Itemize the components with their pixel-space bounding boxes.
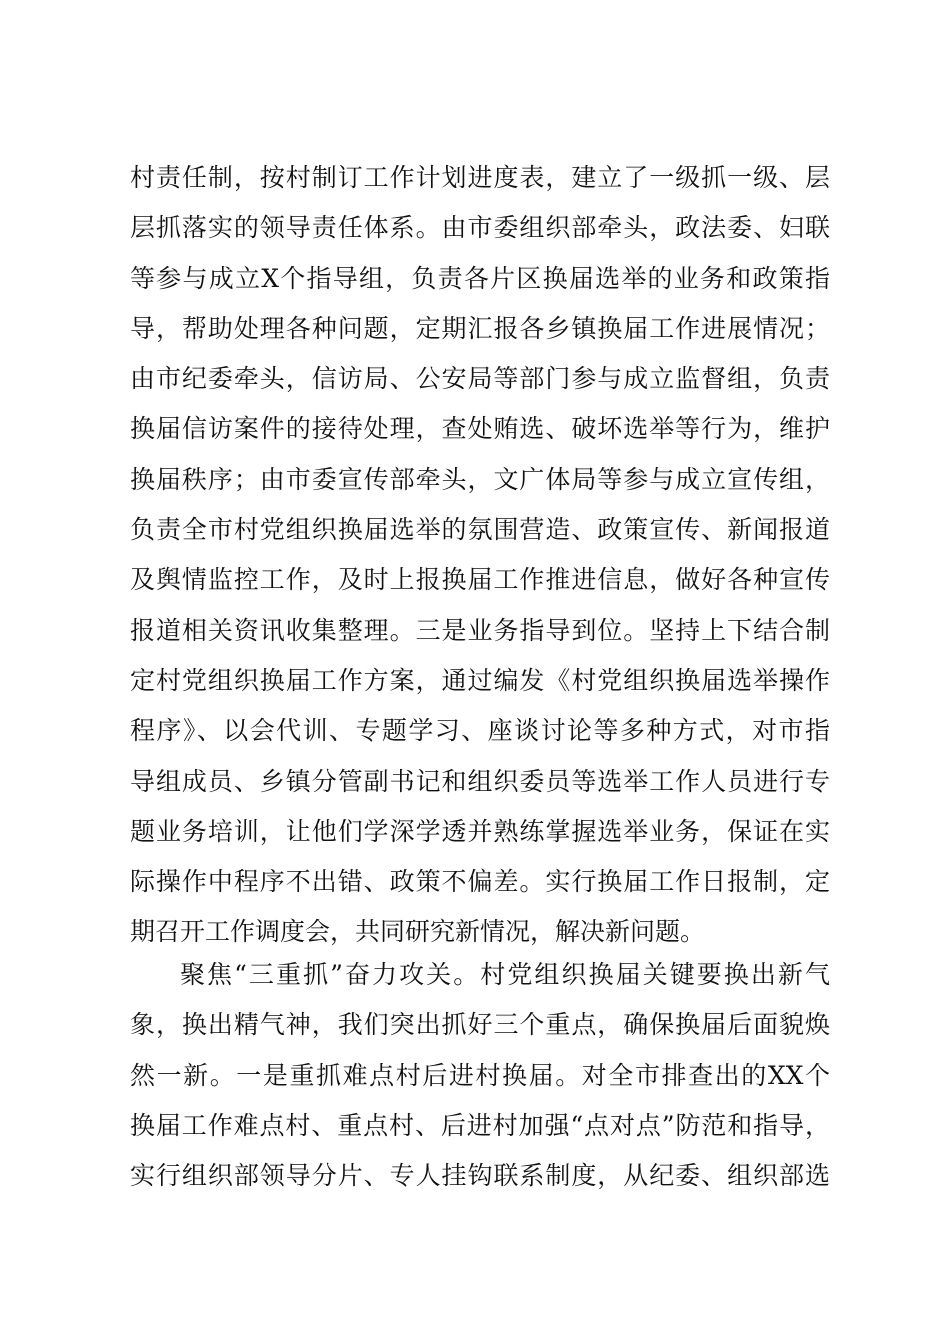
text-line: 题业务培训，让他们学深学透并熟练掌握选举业务，保证在实 [130, 816, 830, 846]
text-line: 由市纪委牵头，信访局、公安局等部门参与成立监督组，负责 [130, 364, 830, 394]
text-line: 际操作中程序不出错、政策不偏差。实行换届工作日报制，定 [130, 867, 830, 897]
text-line: 实行组织部领导分片、专人挂钩联系制度，从纪委、组织部选 [130, 1161, 830, 1191]
text-line: 换届工作难点村、重点村、后进村加强“点对点”防范和指导， [130, 1110, 830, 1140]
text-line: 换届秩序；由市委宣传部牵头，文广体局等参与成立宣传组， [130, 464, 830, 494]
text-line: 村责任制，按村制订工作计划进度表，建立了一级抓一级、层 [130, 163, 830, 192]
text-line: 及舆情监控工作，及时上报换届工作推进信息，做好各种宣传 [130, 565, 830, 595]
text-line: 报道相关资讯收集整理。三是业务指导到位。坚持上下结合制 [130, 615, 830, 645]
text-line: 然一新。一是重抓难点村后进村换届。对全市排查出的XX个 [130, 1060, 830, 1090]
text-line: 导组成员、乡镇分管副书记和组织委员等选举工作人员进行专 [130, 766, 830, 796]
text-line: 换届信访案件的接待处理，查处贿选、破坏选举等行为，维护 [130, 414, 830, 444]
text-line: 等参与成立X个指导组，负责各片区换届选举的业务和政策指 [130, 263, 830, 293]
text-line: 定村党组织换届工作方案，通过编发《村党组织换届选举操作 [130, 665, 830, 695]
paragraph-1 [130, 153, 830, 958]
text-line: 负责全市村党组织换届选举的氛围营造、政策宣传、新闻报道 [130, 515, 830, 545]
text-line: 层抓落实的领导责任体系。由市委组织部牵头，政法委、妇联 [130, 213, 830, 243]
paragraph-2 [130, 950, 830, 1201]
text-line: 程序》、以会代训、专题学习、座谈讨论等多种方式，对市指 [130, 716, 830, 746]
text-line: 象，换出精气神，我们突出抓好三个重点，确保换届后面貌焕 [130, 1010, 830, 1040]
text-line: 导，帮助处理各种问题，定期汇报各乡镇换届工作进展情况； [130, 313, 830, 343]
text-line: 期召开工作调度会，共同研究新情况，解决新问题。 [130, 917, 706, 947]
text-line: 聚焦“三重抓”奋力攻关。村党组织换届关键要换出新气 [180, 960, 830, 989]
